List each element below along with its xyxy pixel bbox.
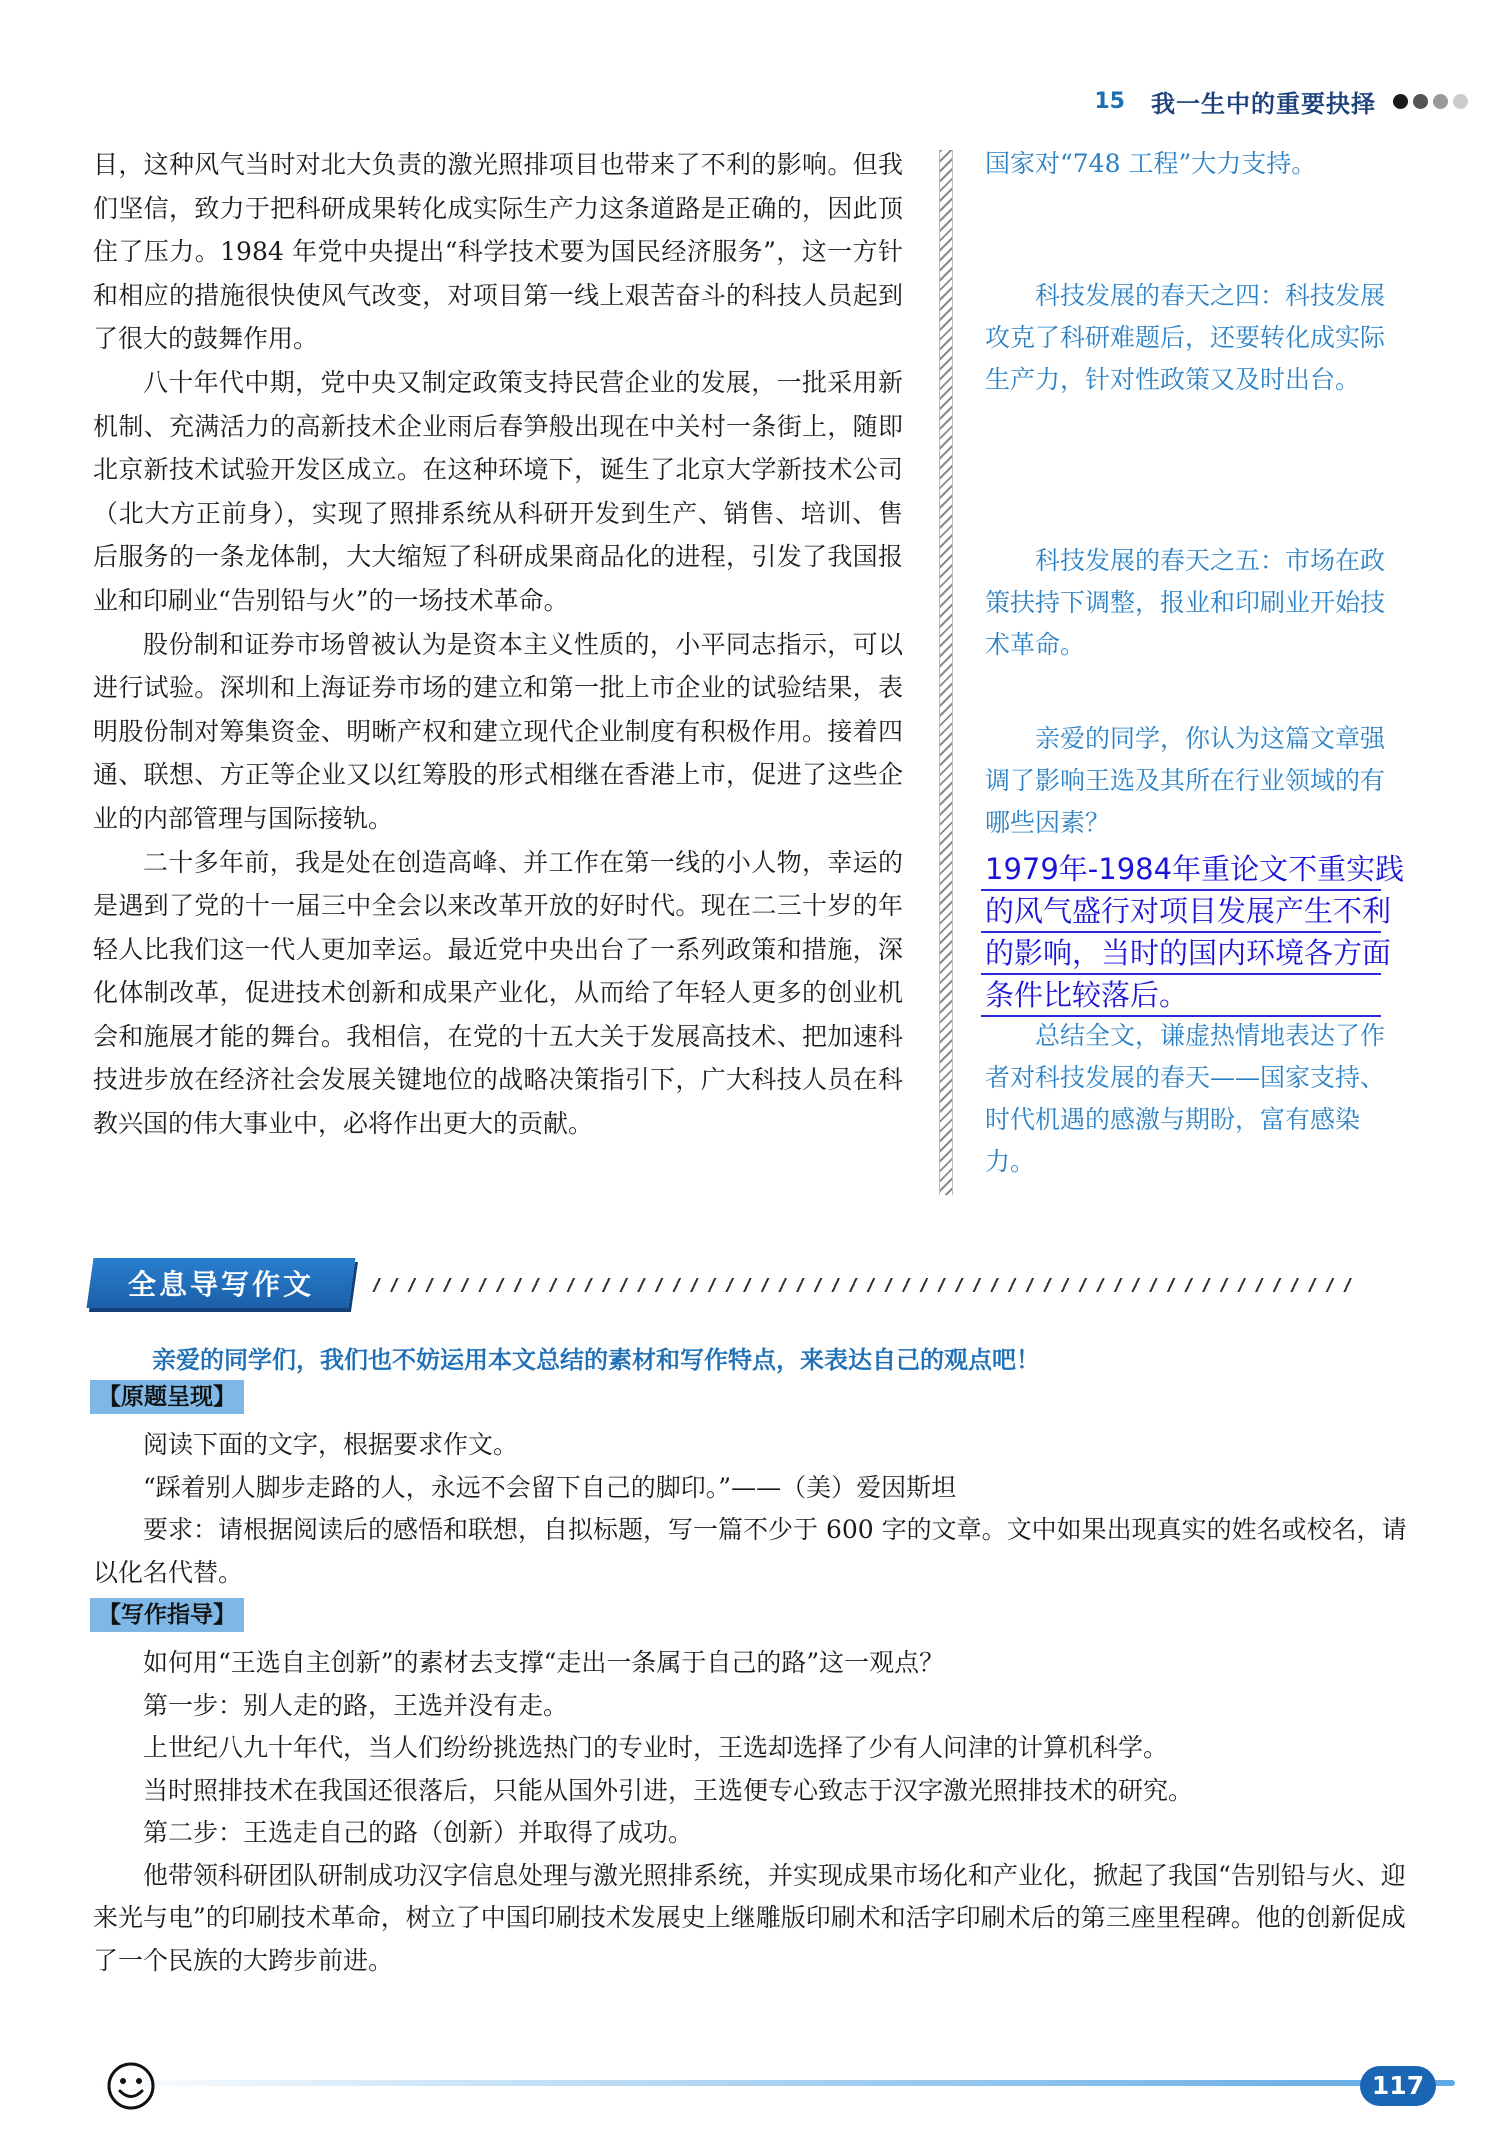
side-note <box>985 143 1405 185</box>
header-dot <box>1433 94 1448 109</box>
chapter-title: 我一生中的重要抉择 <box>1151 89 1376 118</box>
header-dots-decoration <box>1388 94 1468 109</box>
smiley-icon <box>105 2060 157 2112</box>
tag-spacer <box>93 1594 1409 1642</box>
header-dot <box>1413 94 1428 109</box>
side-note <box>985 1015 1405 1183</box>
main-paragraph: 八十年代中期，党中央又制定政策支持民营企业的发展，一批采用新机制、充满活力的高新技术企业雨后春笋般出现在中关村一条街上，随即北京新技术试验开发区成立。在这种环境下，诞生了北京大学新技术公司（北大方正前身），实现了照排系统从科研开发到生产、销售、培训、售后服务的一条龙体制，大大缩短了科研成果商品化的进程，引发了我国报业和印刷业“告别铅与火”的一场技术革命。 <box>93 367 903 615</box>
answer-underline <box>981 931 1381 933</box>
tag-original-question: 【原题呈现】 <box>90 1380 244 1414</box>
page-number: 117 <box>1360 2066 1436 2106</box>
chapter-number: 15 <box>1094 88 1125 114</box>
side-note <box>985 275 1405 401</box>
side-note-text: 总结全文，谦虚热情地表达了作者对科技发展的春天——国家支持、时代机遇的感激与期盼，富有感染力。 <box>985 1021 1386 1176</box>
section-banner <box>86 1258 355 1308</box>
header-dot <box>1393 94 1408 109</box>
side-note <box>985 540 1405 666</box>
writing-section-text <box>93 1424 1409 1982</box>
column-divider <box>939 150 953 1195</box>
side-note-text: 科技发展的春天之五：市场在政策扶持下调整，报业和印刷业开始技术革命。 <box>985 546 1386 659</box>
guide-line: 如何用“王选自主创新”的素材去支撑“走出一条属于自己的路”这一观点？ <box>143 1648 945 1677</box>
main-text-column <box>93 143 903 1146</box>
guide-line: 当时照排技术在我国还很落后，只能从国外引进，王选便专心致志于汉字激光照排技术的研究。 <box>143 1775 1194 1805</box>
section-banner-title: 全息导写作文 <box>127 1268 314 1301</box>
handwritten-answer-text: 1979年-1984年重论文不重实践的风气盛行对项目发展产生不利的影响，当时的国内环境各方面条件比较落后。 <box>985 852 1405 1012</box>
section-intro: 亲爱的同学们，我们也不妨运用本文总结的素材和写作特点，来表达自己的观点吧！ <box>152 1346 1040 1374</box>
prompt-line: “踩着别人脚步走路的人，永远不会留下自己的脚印。”——（美）爱因斯坦 <box>143 1472 957 1502</box>
side-note-text: 国家对“748 工程”大力支持。 <box>985 149 1317 178</box>
side-note-question <box>985 718 1405 844</box>
handwritten-answer <box>985 848 1405 1016</box>
footer-rule <box>95 2080 1455 2086</box>
banner-slash-decoration <box>370 1278 1355 1292</box>
answer-underline <box>981 973 1381 975</box>
tag-writing-guide: 【写作指导】 <box>90 1598 244 1632</box>
guide-line: 第二步：王选走自己的路（创新）并取得了成功。 <box>143 1818 694 1847</box>
main-paragraph: 二十多年前，我是处在创造高峰、并工作在第一线的小人物，幸运的是遇到了党的十一届三中全会以来改革开放的好时代。现在二三十岁的年轻人比我们这一代人更加幸运。最近党中央出台了一系列政策和措施，深化体制改革，促进技术创新和成果产业化，从而给了年轻人更多的创业机会和施展才能的舞台。我相信，在党的十五大关于发展高技术、把加速科技进步放在经济社会发展关键地位的战略决策指引下，广大科技人员在科教兴国的伟大事业中，必将作出更大的贡献。 <box>93 847 903 1139</box>
side-note-text: 亲爱的同学，你认为这篇文章强调了影响王选及其所在行业领域的有哪些因素？ <box>985 724 1386 837</box>
answer-underline <box>981 889 1381 891</box>
prompt-line: 要求：请根据阅读后的感悟和联想，自拟标题，写一篇不少于 600 字的文章。文中如果出现真实的姓名或校名，请以化名代替。 <box>93 1515 1407 1587</box>
page-header <box>1094 84 1468 118</box>
main-paragraph: 股份制和证券市场曾被认为是资本主义性质的，小平同志指示，可以进行试验。深圳和上海证券市场的建立和第一批上市企业的试验结果，表明股份制对筹集资金、明晰产权和建立现代企业制度有积极作用。接着四通、联想、方正等企业又以红筹股的形式相继在香港上市，促进了这些企业的内部管理与国际接轨。 <box>93 629 903 833</box>
main-paragraph: 目，这种风气当时对北大负责的激光照排项目也带来了不利的影响。但我们坚信，致力于把科研成果转化成实际生产力这条道路是正确的，因此顶住了压力。1984 年党中央提出“科学技术要为国民经济服务”，这一方针和相应的措施很快使风气改变，对项目第一线上艰苦奋斗的科技人员起到了很大的鼓舞作用。 <box>93 150 903 354</box>
header-dot <box>1453 94 1468 109</box>
guide-line: 上世纪八九十年代，当人们纷纷挑选热门的专业时，王选却选择了少有人问津的计算机科学。 <box>143 1733 1169 1762</box>
side-note-text: 科技发展的春天之四：科技发展攻克了科研难题后，还要转化成实际生产力，针对性政策又及时出台。 <box>985 281 1386 394</box>
guide-line: 第一步：别人走的路，王选并没有走。 <box>143 1690 569 1720</box>
guide-line: 他带领科研团队研制成功汉字信息处理与激光照排系统，并实现成果市场化和产业化，掀起了我国“告别铅与火、迎来光与电”的印刷技术革命，树立了中国印刷技术发展史上继雕版印刷术和活字印刷术后的第三座里程碑。他的创新促成了一个民族的大跨步前进。 <box>93 1860 1406 1975</box>
prompt-line: 阅读下面的文字，根据要求作文。 <box>143 1430 519 1459</box>
